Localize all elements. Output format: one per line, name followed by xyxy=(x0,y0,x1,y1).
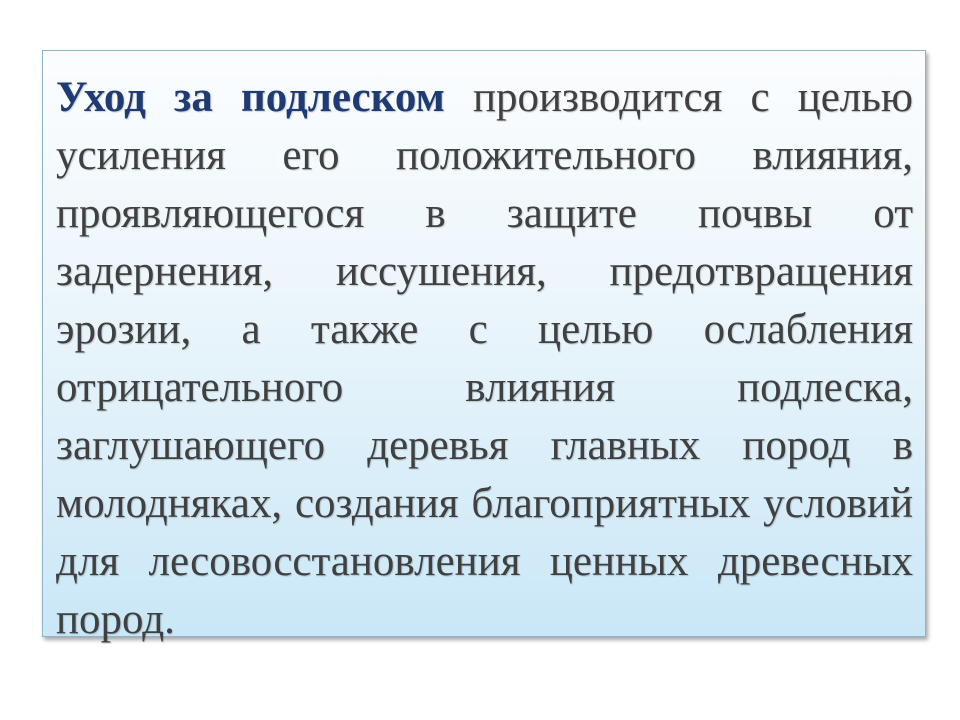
body-text: производится с целью усиления его положительного влияния, проявляющегося в защите почвы от задернения, иссушения, предотвращения эрозии, а также с целью ослабления отрицательного влияния подлеска, заглушающего деревья главных пород в молодняках, создания благоприятных условий для лесовосстановления ценных древесных пород. xyxy=(56,74,913,643)
content-text-box xyxy=(42,50,926,643)
body-paragraph xyxy=(56,69,913,649)
lead-term: Уход за подлеском xyxy=(56,74,445,121)
